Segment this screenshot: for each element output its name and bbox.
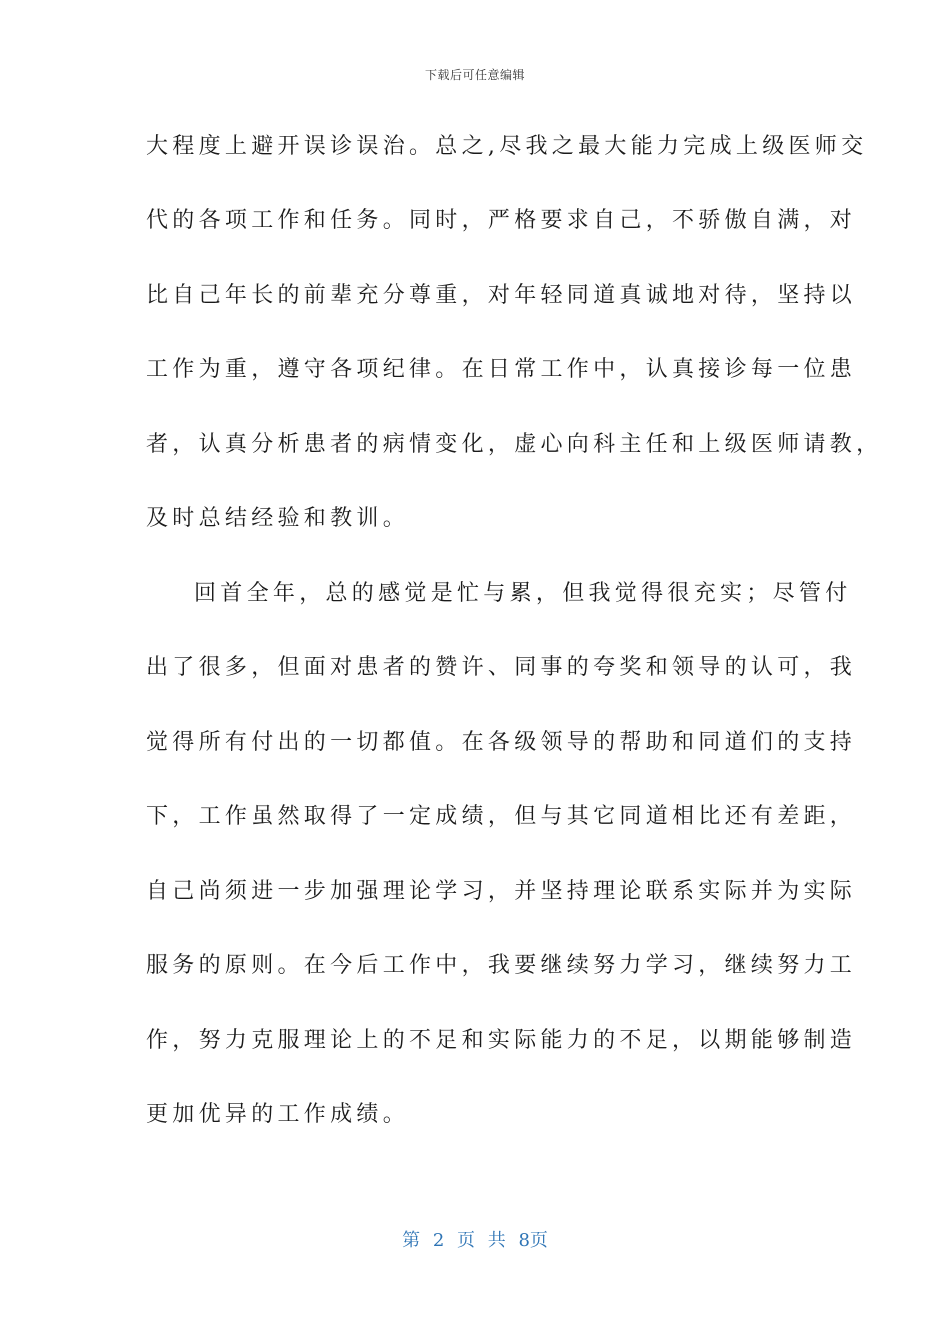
paragraph-1-line-5: 者，认真分析患者的病情变化，虚心向科主任和上级医师请教， <box>146 432 883 457</box>
paragraph-2-line-7: 作，努力克服理论上的不足和实际能力的不足，以期能够制造 <box>146 1028 857 1053</box>
paragraph-2-line-6: 服务的原则。在今后工作中，我要继续努力学习，继续努力工 <box>146 953 857 978</box>
footer-total-pages: 8页 <box>518 1230 548 1251</box>
page-footer <box>0 1226 950 1252</box>
paragraph-2-line-2: 出了很多，但面对患者的赞许、同事的夸奖和领导的认可，我 <box>146 655 857 680</box>
paragraph-2-line-1: 回首全年，总的感觉是忙与累，但我觉得很充实；尽管付 <box>194 581 852 606</box>
footer-total-prefix: 共 <box>487 1230 506 1251</box>
header-note: 下载后可任意编辑 <box>424 68 525 82</box>
paragraph-1-line-1: 大程度上避开误诊误治。总之,尽我之最大能力完成上级医师交 <box>146 134 868 159</box>
paragraph-2-line-4: 下，工作虽然取得了一定成绩，但与其它同道相比还有差距， <box>146 804 857 829</box>
footer-prefix: 第 <box>402 1230 421 1251</box>
footer-page-number: 2 <box>432 1230 445 1251</box>
paragraph-2-line-5: 自己尚须进一步加强理论学习，并坚持理论联系实际并为实际 <box>146 879 857 904</box>
paragraph-1-line-4: 工作为重，遵守各项纪律。在日常工作中，认真接诊每一位患 <box>146 357 857 382</box>
paragraph-2-line-8: 更加优异的工作成绩。 <box>146 1102 410 1127</box>
paragraph-1-line-6: 及时总结经验和教训。 <box>146 506 410 531</box>
paragraph-1-line-2: 代的各项工作和任务。同时，严格要求自己，不骄傲自满，对 <box>146 208 857 233</box>
paragraph-1-line-3: 比自己年长的前辈充分尊重，对年轻同道真诚地对待，坚持以 <box>146 283 857 308</box>
paragraph-2-line-3: 觉得所有付出的一切都值。在各级领导的帮助和同道们的支持 <box>146 730 857 755</box>
footer-page-label: 页 <box>457 1230 475 1251</box>
